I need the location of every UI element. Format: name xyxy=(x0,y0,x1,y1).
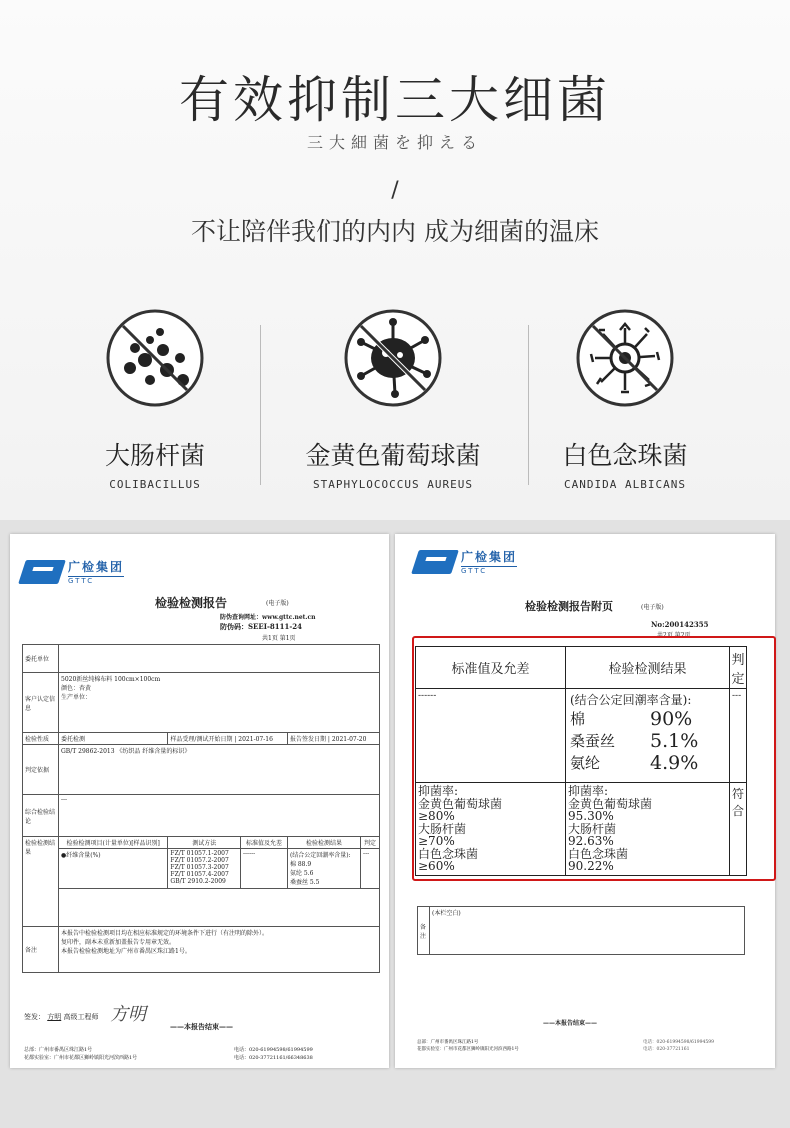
bacteria-name: 白色念珠菌 xyxy=(562,441,688,470)
standard-line: 金黄色葡萄球菌 xyxy=(418,796,503,811)
col-header-result: 检验检测结果 xyxy=(287,837,360,849)
row-label: 检验性质 xyxy=(23,733,59,745)
fiber-value: 90% xyxy=(649,708,693,730)
result-line: 棉 88.9 xyxy=(289,861,312,868)
page-subtitle: 三大細菌を抑える xyxy=(306,133,483,152)
fiber-value: 4.9% xyxy=(649,752,699,774)
judge-value: 符合 xyxy=(729,783,746,876)
standard-line: 白色念珠菌 xyxy=(418,846,479,861)
col-header-result: 检验检测结果 xyxy=(565,647,729,689)
test-results xyxy=(287,849,360,889)
fiber-value: 5.1% xyxy=(649,730,699,752)
basis-standard: GB/T 29862-2013 《纺织品 纤维含量的标识》 xyxy=(59,745,380,795)
spiky-cell-icon xyxy=(575,308,675,408)
security-code: 防伪码：SEEI-8111-24 xyxy=(220,622,303,631)
highlight-box xyxy=(412,636,776,881)
result-line: 抑菌率: xyxy=(567,784,609,798)
logo-subtext: GTTC xyxy=(68,576,124,585)
page-count: 共2页 第2页 xyxy=(657,632,691,639)
virus-bacteria-icon xyxy=(343,308,443,408)
standard-line: ≥70% xyxy=(418,834,455,848)
footer-address xyxy=(417,1039,519,1053)
result-head: (结合公定回潮率含量): xyxy=(569,693,692,707)
bacteria-card-colibacillus xyxy=(45,308,265,491)
phone-line: 电话：020-37721161/66348638 xyxy=(234,1055,313,1061)
col-header-standard: 标准值及允差 xyxy=(240,837,287,849)
bacteria-latin-name: STAPHYLOCOCCUS AUREUS xyxy=(312,478,474,491)
remark-line: 本报告检验检测地址为广州市番禺区珠江路1号。 xyxy=(61,948,191,955)
conclusion: --- xyxy=(59,795,380,837)
issue-date-label: 报告签发日期 xyxy=(289,736,326,743)
logo-text: 广检集团 xyxy=(68,560,125,574)
query-site: 防伪查询网址：www.gttc.net.cn xyxy=(220,614,316,621)
row-label: 客户认定信息 xyxy=(23,673,59,733)
bacteria-latin-name: CANDIDA ALBICANS xyxy=(564,478,686,491)
signer-title: 高级工程师 xyxy=(63,1013,99,1021)
report-title: 检验检测报告附页 xyxy=(525,600,613,613)
test-methods xyxy=(168,849,241,889)
standard-line: 大肠杆菌 xyxy=(418,821,467,836)
report-title: 检验检测报告 xyxy=(155,596,228,610)
method-line: FZ/T 01057.2-2007 xyxy=(170,857,229,864)
fiber-name: 棉 xyxy=(569,710,585,728)
phone-line: 电话：020-61994598/61994599 xyxy=(234,1047,313,1053)
standard-line: ≥80% xyxy=(418,809,455,823)
report-table: 委托单位 客户认定信息 5020新丝纯棉布料 100cm×100cm 颜色：杏黄 生产单位： 检验性质 委托检测 样品受理/测试开始日期 | 2021-07-16 报告签发日期 | 2021-07-20 判定依据 GB/T 29862-2013 《纺织品 纤维含量的标识》 综合检验结论 --- 检验检测结果 检验检测项目(计量单位)[样品识别] 测试方法 标准值及允差 检验检测结果 判定 ●纤维含量(%) FZ/T 01057.1-2007 FZ/T 01057.2-2007 FZ/T 01057.3-2007 FZ/T 01057.4-2007 GB/T 2910.2-2009 ------ (结合公定回潮率含量): 棉 88.9 氨纶 5.6 桑蚕丝 5.5 --- 备注 本报告中检验检测项目均在相应标准规定的环境条件下进行（有注明的除外）。 复印件，副本未重新加盖报告专用章无效。 本报告检验检测地址为广州市番禺区珠江路1号。 xyxy=(22,644,380,973)
col-header-judge: 判定 xyxy=(361,837,380,849)
method-line: FZ/T 01057.3-2007 xyxy=(170,864,229,871)
logo-text: 广检集团 xyxy=(461,550,518,564)
footer-phone xyxy=(234,1046,313,1062)
result-line: 大肠杆菌 xyxy=(567,821,616,836)
result-line: 桑蚕丝 5.5 xyxy=(289,879,320,886)
gttc-logo-icon xyxy=(411,550,459,574)
signature: 方明 xyxy=(110,1004,146,1025)
address-line: 总部：广州市番禺区珠江路1号 xyxy=(417,1040,479,1045)
result-line: 金黄色葡萄球菌 xyxy=(567,796,652,811)
report-edition: (电子版) xyxy=(641,604,664,611)
row-label: 委托单位 xyxy=(23,645,59,673)
test-item: ●纤维含量(%) xyxy=(59,849,168,889)
footer-phone xyxy=(643,1039,714,1053)
row-label: 检验检测结果 xyxy=(23,837,59,927)
tagline: 不让陪伴我们的内内 成为细菌的温床 xyxy=(191,217,599,246)
result-line: 92.63% xyxy=(567,834,614,848)
sample-color: 颜色：杏黄 xyxy=(61,685,92,692)
result-head: (结合公定回潮率含量): xyxy=(289,852,351,859)
remark-line: 本报告中检验检测项目均在相应标准规定的环境条件下进行（有注明的除外）。 xyxy=(61,930,269,937)
sample-date-label: 样品受理/测试开始日期 xyxy=(170,736,233,743)
page-count: 共1页 第1页 xyxy=(262,635,296,642)
bacteria-name: 大肠杆菌 xyxy=(104,441,205,470)
phone-line: 电话：020-37721161 xyxy=(643,1047,690,1052)
remark-text: (本栏空白) xyxy=(430,907,745,955)
method-line: FZ/T 01057.1-2007 xyxy=(170,850,229,857)
bacteria-card-staphylococcus xyxy=(283,308,503,491)
test-report-page-1 xyxy=(10,534,389,1068)
result-line: 95.30% xyxy=(567,809,614,823)
col-header-method: 测试方法 xyxy=(168,837,241,849)
bacteria-card-candida xyxy=(515,308,735,491)
divider xyxy=(260,325,261,485)
standard-line: ≥60% xyxy=(418,859,455,873)
bacteria-name: 金黄色葡萄球菌 xyxy=(305,441,481,470)
col-header-item: 检验检测项目(计量单位)[样品识别] xyxy=(59,837,168,849)
address-line: 花都实验室：广州市花都区狮岭镇阳光河滨西路1号 xyxy=(417,1047,519,1052)
fiber-name: 氨纶 xyxy=(569,754,600,772)
col-header-judge: 判定 xyxy=(729,647,746,689)
sample-producer: 生产单位： xyxy=(61,694,92,701)
test-nature: 委托检测 xyxy=(59,733,168,745)
report-end: ——本报告结束—— xyxy=(543,1020,598,1027)
row-label: 综合检验结论 xyxy=(23,795,59,837)
row-label: 备注 xyxy=(418,907,430,955)
standard-line: 抑菌率: xyxy=(418,784,459,798)
signer-name: 方明 xyxy=(47,1013,62,1021)
gttc-logo xyxy=(415,548,517,575)
result-line: 白色念珠菌 xyxy=(567,846,628,861)
report-end: ——本报告结束—— xyxy=(170,1022,233,1031)
standard-value: ------ xyxy=(240,849,287,889)
judge-value: --- xyxy=(361,849,380,889)
address-line: 总部：广州市番禺区珠江路1号 xyxy=(24,1047,93,1053)
address-line: 花都实验室：广州市花都区狮岭镇阳光河滨西路1号 xyxy=(24,1055,138,1061)
row-label: 判定依据 xyxy=(23,745,59,795)
divider-slash: / xyxy=(391,178,399,203)
col-header-standard: 标准值及允差 xyxy=(416,647,566,689)
gttc-logo-icon xyxy=(18,560,66,584)
phone-line: 电话：020-61994598/61994599 xyxy=(643,1040,714,1045)
sample-info: 5020新丝纯棉布料 100cm×100cm xyxy=(61,676,161,683)
remark-line: 复印件，副本未重新加盖报告专用章无效。 xyxy=(61,939,176,946)
footer-address xyxy=(24,1046,137,1062)
method-line: FZ/T 01057.4-2007 xyxy=(170,871,229,878)
bacteria-latin-name: COLIBACILLUS xyxy=(109,478,201,491)
report-number: No:200142355 xyxy=(651,620,709,629)
page-title: 有效抑制三大细菌 xyxy=(179,71,611,129)
sample-date: 2021-07-16 xyxy=(238,736,273,743)
row-label: 备注 xyxy=(23,927,59,973)
report-edition: (电子版) xyxy=(266,600,289,607)
gttc-logo xyxy=(22,558,124,585)
issue-date: 2021-07-20 xyxy=(331,736,367,743)
logo-subtext: GTTC xyxy=(461,566,517,575)
dots-bacteria-icon xyxy=(105,308,205,408)
standard-value: ------ xyxy=(416,689,566,783)
signer-label: 签发： xyxy=(24,1013,45,1021)
method-line: GB/T 2910.2-2009 xyxy=(170,878,226,885)
result-line: 氨纶 5.6 xyxy=(289,870,314,877)
signer-line xyxy=(24,1012,98,1022)
judge-value: --- xyxy=(729,689,746,783)
fiber-name: 桑蚕丝 xyxy=(569,732,615,750)
result-line: 90.22% xyxy=(567,859,614,873)
remark-table xyxy=(417,906,745,955)
